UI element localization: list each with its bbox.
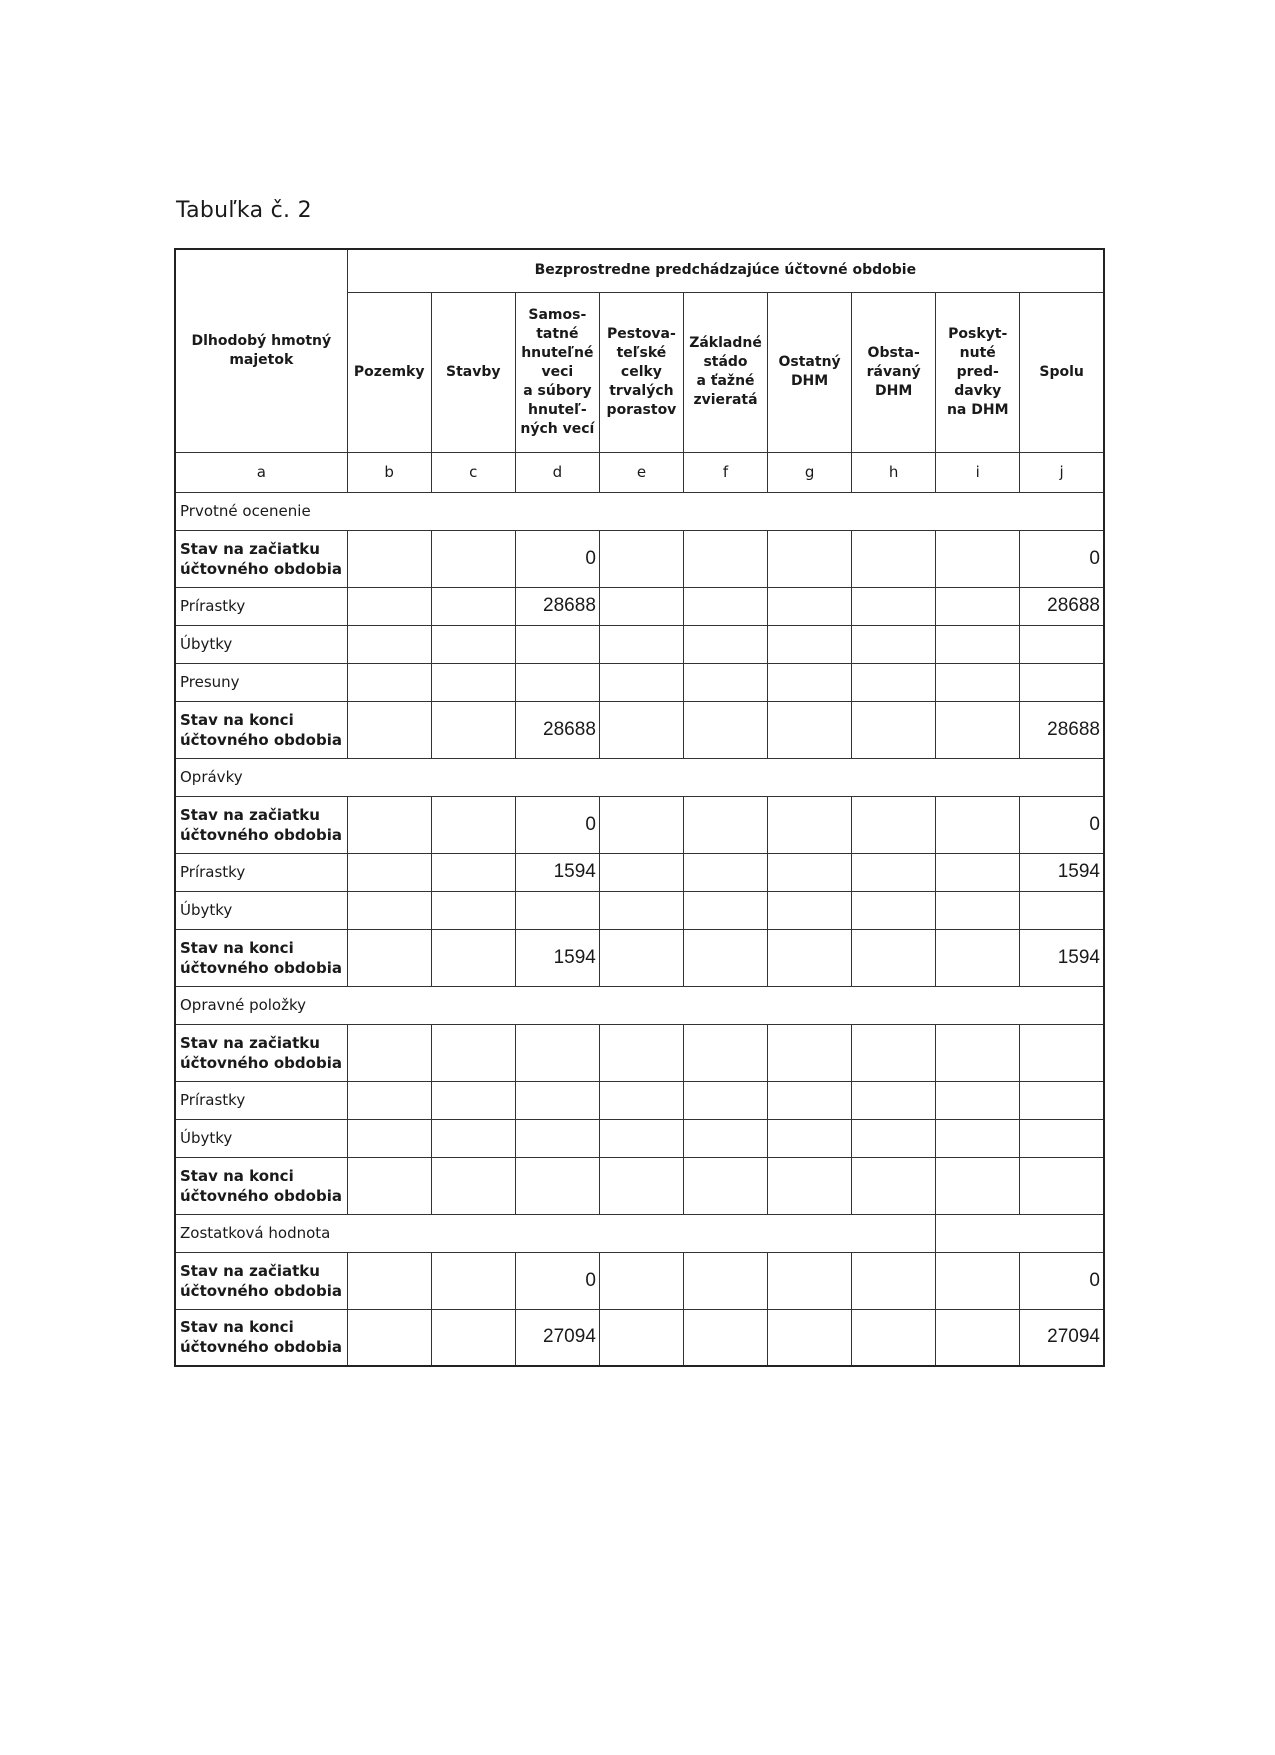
cell-f: [683, 1081, 767, 1119]
cell-d: [515, 663, 599, 701]
row-label: Stav na konci účtovného obdobia: [175, 1157, 347, 1214]
cell-d: 0: [515, 530, 599, 587]
cell-c: [431, 1252, 515, 1309]
cell-d: 27094: [515, 1309, 599, 1366]
cell-d: 1594: [515, 929, 599, 986]
cell-b: [347, 587, 431, 625]
cell-h: [852, 663, 936, 701]
cell-c: [431, 1157, 515, 1214]
table-row: [175, 701, 1104, 758]
cell-h: [852, 701, 936, 758]
cell-b: [347, 796, 431, 853]
cell-g: [768, 1252, 852, 1309]
table-row: [175, 587, 1104, 625]
cell-h: [852, 1119, 936, 1157]
cell-g: [768, 796, 852, 853]
table-row: [175, 1309, 1104, 1366]
table-row: [175, 1157, 1104, 1214]
cell-h: [852, 1309, 936, 1366]
cell-d: 1594: [515, 853, 599, 891]
cell-j: [1020, 663, 1104, 701]
cell-f: [683, 891, 767, 929]
section-title: Zostatková hodnota: [175, 1214, 936, 1252]
cell-c: [431, 1309, 515, 1366]
column-letter: e: [599, 452, 683, 492]
cell-f: [683, 625, 767, 663]
row-label: Úbytky: [175, 625, 347, 663]
row-label: Stav na začiatku účtovného obdobia: [175, 1252, 347, 1309]
cell-i: [936, 625, 1020, 663]
cell-g: [768, 530, 852, 587]
row-label: Prírastky: [175, 1081, 347, 1119]
column-header: Pestova- teľské celky trvalých porastov: [599, 292, 683, 452]
cell-i: [936, 853, 1020, 891]
column-letter: d: [515, 452, 599, 492]
column-letter: a: [175, 452, 347, 492]
column-header: Poskyt- nuté pred- davky na DHM: [936, 292, 1020, 452]
cell-e: [599, 625, 683, 663]
section-row: [175, 492, 1104, 530]
cell-d: 0: [515, 796, 599, 853]
cell-j: [1020, 1024, 1104, 1081]
cell-b: [347, 1309, 431, 1366]
cell-j: 1594: [1020, 853, 1104, 891]
cell-j: 27094: [1020, 1309, 1104, 1366]
table-row: [175, 1252, 1104, 1309]
cell-h: [852, 891, 936, 929]
column-letter: j: [1020, 452, 1104, 492]
table-row: [175, 1024, 1104, 1081]
cell-j: [1020, 1081, 1104, 1119]
cell-g: [768, 701, 852, 758]
cell-f: [683, 1024, 767, 1081]
cell-j: 1594: [1020, 929, 1104, 986]
section-row: [175, 1214, 1104, 1252]
cell-i: [936, 891, 1020, 929]
table-header: [175, 249, 1104, 492]
row-label: Stav na začiatku účtovného obdobia: [175, 1024, 347, 1081]
section-title: Opravné položky: [175, 986, 1104, 1024]
cell-c: [431, 587, 515, 625]
cell-i: [936, 1119, 1020, 1157]
cell-j: [1020, 625, 1104, 663]
section-title: Prvotné ocenenie: [175, 492, 1104, 530]
cell-j: [1020, 891, 1104, 929]
cell-d: 0: [515, 1252, 599, 1309]
cell-f: [683, 796, 767, 853]
column-letter: i: [936, 452, 1020, 492]
cell-f: [683, 853, 767, 891]
cell-d: [515, 1157, 599, 1214]
column-letter: h: [852, 452, 936, 492]
column-header: Pozemky: [347, 292, 431, 452]
cell-c: [431, 625, 515, 663]
cell-i: [936, 701, 1020, 758]
table-row: [175, 891, 1104, 929]
cell-j: 0: [1020, 796, 1104, 853]
cell-g: [768, 1024, 852, 1081]
cell-h: [852, 625, 936, 663]
cell-h: [852, 796, 936, 853]
cell-f: [683, 1119, 767, 1157]
column-letter: c: [431, 452, 515, 492]
page-title: Tabuľka č. 2: [176, 198, 312, 223]
cell-g: [768, 1119, 852, 1157]
cell-h: [852, 1252, 936, 1309]
cell-e: [599, 853, 683, 891]
table-row: [175, 663, 1104, 701]
column-header: Spolu: [1020, 292, 1104, 452]
cell-c: [431, 796, 515, 853]
column-letter: b: [347, 452, 431, 492]
column-letter: g: [768, 452, 852, 492]
cell-g: [768, 625, 852, 663]
column-header: Stavby: [431, 292, 515, 452]
row-label: Úbytky: [175, 891, 347, 929]
cell-b: [347, 530, 431, 587]
cell-f: [683, 663, 767, 701]
table-row: [175, 530, 1104, 587]
table-body: [175, 492, 1104, 1366]
section-row: [175, 986, 1104, 1024]
cell-b: [347, 701, 431, 758]
cell-j: 28688: [1020, 701, 1104, 758]
cell-e: [599, 1024, 683, 1081]
cell-d: 28688: [515, 587, 599, 625]
cell-i: [936, 530, 1020, 587]
cell-c: [431, 1119, 515, 1157]
column-letter: f: [683, 452, 767, 492]
column-header: Základné stádo a ťažné zvieratá: [683, 292, 767, 452]
cell-i: [936, 587, 1020, 625]
cell-h: [852, 853, 936, 891]
corner-header: Dlhodobý hmotný majetok: [175, 249, 347, 452]
cell-c: [431, 929, 515, 986]
cell-b: [347, 1252, 431, 1309]
cell-h: [852, 587, 936, 625]
column-header: Obsta- rávaný DHM: [852, 292, 936, 452]
cell-e: [599, 1252, 683, 1309]
section-row: [175, 758, 1104, 796]
cell-b: [347, 1024, 431, 1081]
cell-b: [347, 929, 431, 986]
row-label: Stav na začiatku účtovného obdobia: [175, 796, 347, 853]
cell-e: [599, 1119, 683, 1157]
period-header: Bezprostredne predchádzajúce účtovné obdobie: [347, 249, 1104, 292]
cell-b: [347, 1081, 431, 1119]
cell-j: [1020, 1119, 1104, 1157]
cell-f: [683, 1157, 767, 1214]
cell-d: [515, 625, 599, 663]
cell-i: [936, 1081, 1020, 1119]
cell-j: [1020, 1157, 1104, 1214]
cell-c: [431, 1024, 515, 1081]
cell-i: [936, 663, 1020, 701]
row-label: Stav na konci účtovného obdobia: [175, 701, 347, 758]
column-header: Samos- tatné hnuteľné veci a súbory hnuteľ- ných vecí: [515, 292, 599, 452]
cell-c: [431, 701, 515, 758]
cell-e: [599, 796, 683, 853]
section-title: Oprávky: [175, 758, 1104, 796]
table-row: [175, 625, 1104, 663]
dhm-table: [174, 248, 1105, 1367]
table-row: [175, 1081, 1104, 1119]
cell-e: [599, 891, 683, 929]
cell-g: [768, 1157, 852, 1214]
row-label: Prírastky: [175, 853, 347, 891]
row-label: Presuny: [175, 663, 347, 701]
cell-h: [852, 530, 936, 587]
cell-g: [768, 1081, 852, 1119]
cell-b: [347, 1157, 431, 1214]
cell-f: [683, 1309, 767, 1366]
table-row: [175, 796, 1104, 853]
cell-d: [515, 1024, 599, 1081]
cell-j: 0: [1020, 530, 1104, 587]
cell-d: 28688: [515, 701, 599, 758]
cell-c: [431, 853, 515, 891]
cell-i: [936, 1024, 1020, 1081]
cell-e: [599, 1157, 683, 1214]
cell-i: [936, 1309, 1020, 1366]
cell-d: [515, 1119, 599, 1157]
cell-i: [936, 1252, 1020, 1309]
cell-e: [599, 587, 683, 625]
cell-b: [347, 663, 431, 701]
cell-j: 0: [1020, 1252, 1104, 1309]
cell-b: [347, 1119, 431, 1157]
cell-g: [768, 853, 852, 891]
row-label: Stav na konci účtovného obdobia: [175, 929, 347, 986]
row-label: Prírastky: [175, 587, 347, 625]
cell-f: [683, 701, 767, 758]
row-label: Úbytky: [175, 1119, 347, 1157]
cell-f: [683, 587, 767, 625]
cell-b: [347, 853, 431, 891]
cell-g: [768, 891, 852, 929]
cell-f: [683, 929, 767, 986]
row-label: Stav na začiatku účtovného obdobia: [175, 530, 347, 587]
cell-c: [431, 530, 515, 587]
cell-b: [347, 891, 431, 929]
cell-e: [599, 663, 683, 701]
cell-d: [515, 1081, 599, 1119]
empty-cell: [936, 1214, 1104, 1252]
cell-g: [768, 587, 852, 625]
cell-e: [599, 701, 683, 758]
cell-c: [431, 663, 515, 701]
column-header: Ostatný DHM: [768, 292, 852, 452]
table-row: [175, 853, 1104, 891]
cell-e: [599, 1309, 683, 1366]
cell-i: [936, 1157, 1020, 1214]
cell-e: [599, 1081, 683, 1119]
cell-c: [431, 1081, 515, 1119]
cell-i: [936, 929, 1020, 986]
cell-g: [768, 929, 852, 986]
cell-c: [431, 891, 515, 929]
table-row: [175, 929, 1104, 986]
cell-g: [768, 1309, 852, 1366]
cell-e: [599, 929, 683, 986]
cell-h: [852, 1081, 936, 1119]
cell-e: [599, 530, 683, 587]
cell-d: [515, 891, 599, 929]
cell-h: [852, 1024, 936, 1081]
cell-f: [683, 530, 767, 587]
table-row: [175, 1119, 1104, 1157]
cell-b: [347, 625, 431, 663]
cell-h: [852, 1157, 936, 1214]
row-label: Stav na konci účtovného obdobia: [175, 1309, 347, 1366]
cell-j: 28688: [1020, 587, 1104, 625]
cell-i: [936, 796, 1020, 853]
cell-f: [683, 1252, 767, 1309]
cell-g: [768, 663, 852, 701]
cell-h: [852, 929, 936, 986]
